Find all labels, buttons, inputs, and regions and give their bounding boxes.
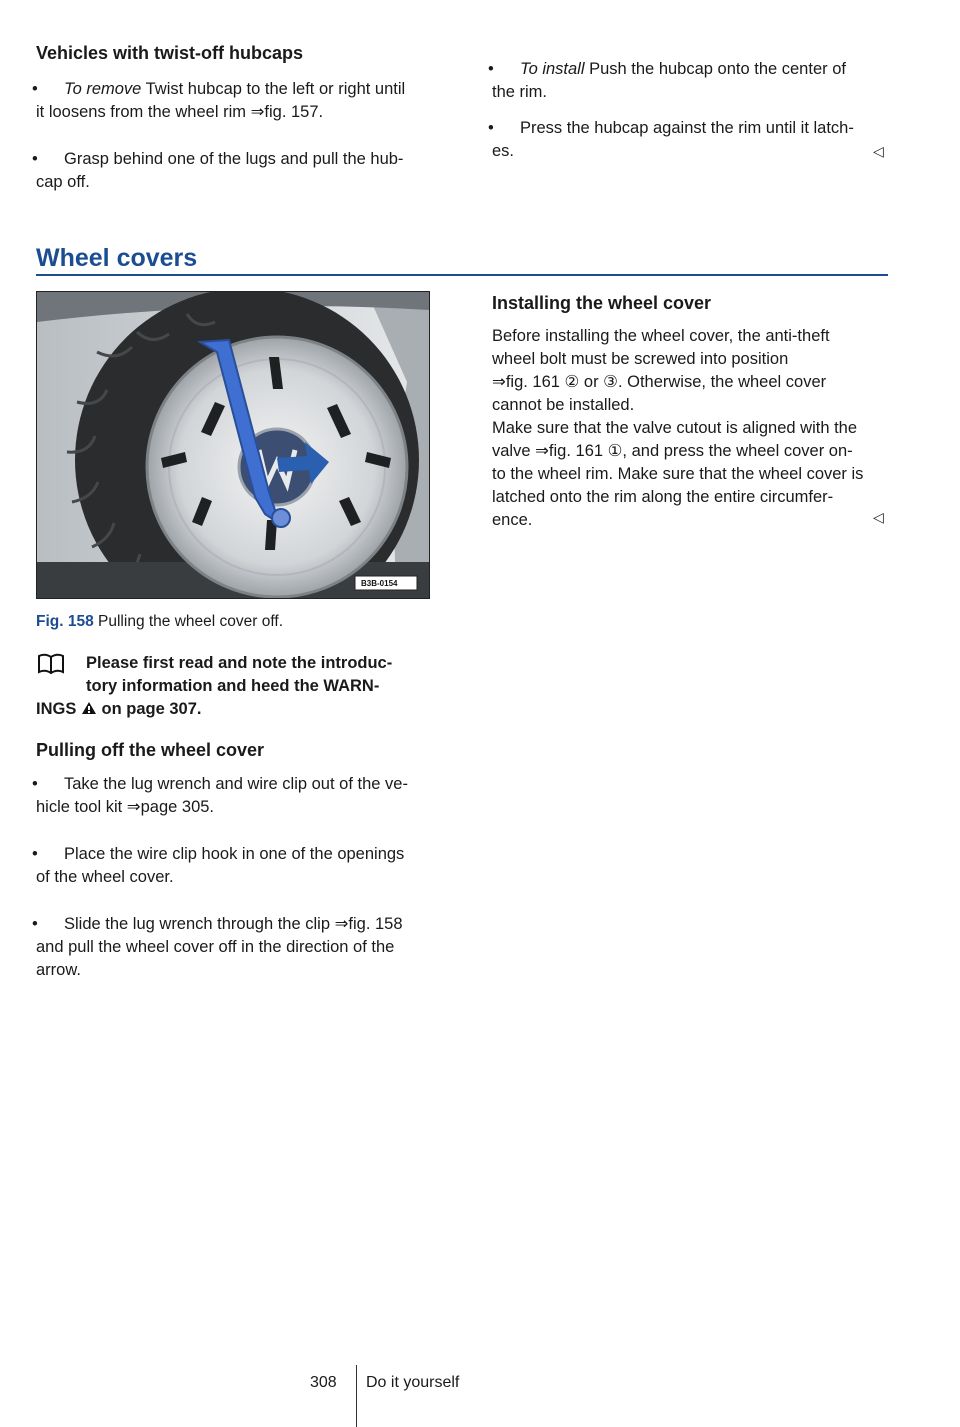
section-divider [36,274,888,276]
bullet-text: Slide the lug wrench through the clip ⇒fig. 158 [64,915,403,933]
bullet-text-cont: cap off. [36,173,90,191]
bullet-text-cont: the rim. [492,83,548,101]
para-line: latched onto the rim along the entire circumfer- [492,488,834,506]
list-item [32,843,436,889]
warning-note [36,652,436,721]
end-triangle-icon: ◁ [873,143,884,159]
list-item [488,117,892,163]
end-triangle-icon: ◁ [873,509,884,525]
pulling-heading: Pulling off the wheel cover [36,740,265,760]
bullet-text: Take the lug wrench and wire clip out of the ve- [64,775,408,793]
bullet-icon: • [32,845,38,863]
note-line: INGS [36,700,77,718]
para-line: cannot be installed. [492,396,635,414]
bullet-icon: • [32,775,38,793]
page-number: 308 [310,1374,337,1391]
note-line: tory information and heed the WARN- [86,677,380,695]
note-line: Please first read and note the introduc- [86,654,393,672]
para-line: ⇒fig. 161 ② or ③. Otherwise, the wheel cover [492,373,827,391]
hubcaps-heading: Vehicles with twist-off hubcaps [36,43,304,63]
bullet-text-cont: es. [492,142,515,160]
installing-para-2 [492,417,892,532]
caption-text: Pulling the wheel cover off. [98,613,283,630]
bullet-text: Twist hubcap to the left or right until [141,80,406,98]
para-line: Make sure that the valve cutout is aligned with the [492,419,858,437]
chapter-title: Do it yourself [366,1374,460,1391]
bullet-icon: • [488,119,494,137]
bullet-text: Place the wire clip hook in one of the openings [64,845,405,863]
list-item [32,148,436,194]
bullet-text-cont: and pull the wheel cover off in the direction of the [36,938,395,956]
para-line: wheel bolt must be screwed into position [492,350,789,368]
list-item [32,78,436,124]
list-item [488,58,892,104]
wheel-illustration [37,292,429,598]
installing-heading: Installing the wheel cover [492,293,712,313]
para-line: valve ⇒fig. 161 ①, and press the wheel cover on- [492,442,853,460]
para-line: Before installing the wheel cover, the anti-theft [492,327,830,345]
bullet-icon: • [32,915,38,933]
section-wheel-covers [36,243,888,273]
bullet-icon: • [32,150,38,168]
bullet-icon: • [488,60,494,78]
section-title: Wheel covers [36,244,198,272]
bullet-icon: • [32,80,38,98]
bullet-text-cont: arrow. [36,961,81,979]
bullet-text: Grasp behind one of the lugs and pull the hub- [64,150,404,168]
bullet-text: Press the hubcap against the rim until it latch- [520,119,854,137]
para-line: ence. [492,511,533,529]
bullet-text-cont: of the wheel cover. [36,868,174,886]
figure-caption [36,613,283,631]
bullet-text-cont: hicle tool kit ⇒page 305. [36,798,215,816]
warning-triangle-icon [81,701,97,715]
lead-label: To remove [64,80,142,98]
lead-label: To install [520,60,585,78]
figure-wheel-cover [36,291,430,599]
figure-code: B3B-0154 [361,579,398,588]
footer-divider [356,1365,357,1427]
list-item [32,773,436,819]
bullet-text-cont: it loosens from the wheel rim ⇒fig. 157. [36,103,324,121]
installing-para-1 [492,325,892,417]
para-line: to the wheel rim. Make sure that the wheel cover is [492,465,864,483]
caption-label: Fig. 158 [36,613,94,630]
bullet-text: Push the hubcap onto the center of [584,60,846,78]
note-page-ref: on page 307. [101,700,202,718]
book-icon [36,652,66,676]
list-item [32,913,436,982]
